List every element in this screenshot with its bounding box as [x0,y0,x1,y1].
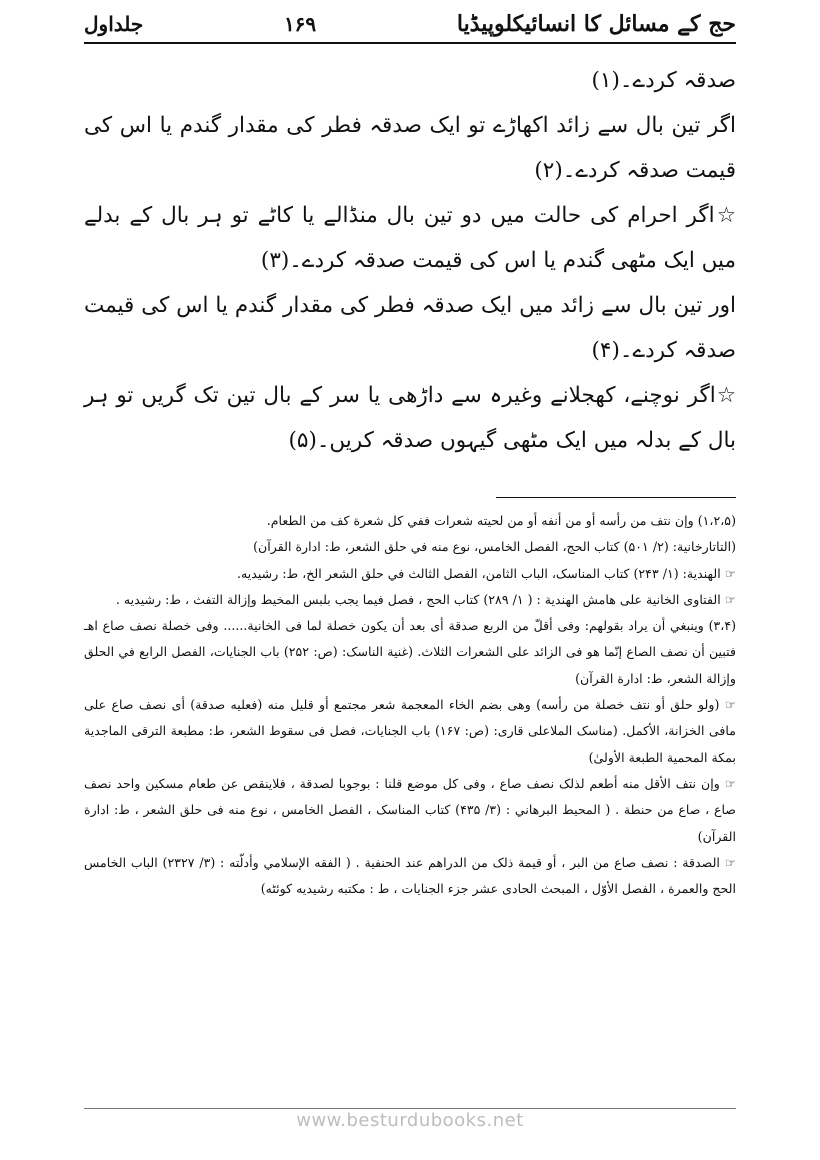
footnote: (۳،۴) وينبغي أن يراد بقولهم: وفى أقلّ من الربع صدقة أى بعد أن يكون خصلة لما فى الخانية...... وفى خصلة نصف صاع اهـ فتبين أن نصف الصاع إنّما هو فى الزائد على الشعرات الثلاث. (غنية الناسک: (ص: ۲۵۲) باب الجنايات، الفصل الرابع في الحلق وإزالة الشعر، ط: ادارة القرآن) [84,618,736,686]
main-text [84,58,736,463]
footnote: (۱،۲،۵) وإن نتف من رأسه أو من أنفه أو من لحيته شعرات ففي كل شعرة كف من الطعام. [266,513,736,528]
page-number: ۱۶۹ [283,12,317,36]
page-header [84,6,736,44]
volume-label: جلداول [84,12,144,36]
footnote-divider [496,497,736,498]
book-title: حج کے مسائل کا انسائیکلوپیڈیا [456,11,736,37]
bottom-rule [84,1108,736,1109]
main-paragraph: ☆اگر احرام کی حالت میں دو تین بال منڈالے یا کاٹے تو ہر بال کے بدلے میں ایک مٹھی گندم یا اس کی قیمت صدقہ کردے۔(۳) [84,203,736,273]
footnote: ☞ الصدقة : نصف صاع من البر ، أو قيمة ذلک من الدراهم عند الحنفية . ( الفقه الإسلامي وأدلّته : (۳/ ۲۳۲۷) الباب الخامس الحج والعمرة ، الفصل الأوّل ، المبحث الحادى عشر جزء الجنايات ، ط : مكتبه رشيديه كوئٹه) [84,854,736,897]
footnote: (التاتارخانية: (۲/ ۵۰۱) كتاب الحج، الفصل الخامس، نوع منه في حلق الشعر، ط: ادارة القرآن) [253,539,736,555]
footnote: ☞ وإن نتف الأقل منه أطعم لذلک نصف صاع ، وفى كل موضع قلنا : بوجوبا لصدقة ، فلاينقص عن طعام مسكين واحد نصف صاع ، صاع من حنطة . ( المحيط البرهاني : (۳/ ۴۳۵) كتاب المناسک ، الفصل الخامس ، نوع منه فى حلق الشعر ، ط: ادارة القرآن) [84,775,737,844]
footnotes [84,508,736,902]
main-paragraph: اور تین بال سے زائد میں ایک صدقہ فطر کی مقدار گندم یا اس کی قیمت صدقہ کردے۔(۴) [84,293,736,363]
footnote: ☞ (ولو حلق أو نتف خصلة من رأسه) وهى بضم الخاء المعجمة شعر مجتمع أو قليل منه (فعليه صدقة) أى نصف صاع على مافى الخزانة، الأكمل. (مناسک الملاعلى قارى: (ص: ۱۶۷) باب الجنايات، فصل فى سقوط الشعر، ط: مطبعة الترقى الماجدية بمكة المحمية الطبعة الأولىٰ) [84,697,736,765]
footnote: ☞ الهندية: (۱/ ۲۴۳) كتاب المناسک، الباب الثامن، الفصل الثالث في حلق الشعر الخ، ط: رشيديه. [237,565,736,581]
watermark: www.besturdubooks.net [296,1110,524,1131]
main-paragraph: اگر تین بال سے زائد اکھاڑے تو ایک صدقہ فطر کی مقدار گندم یا اس کی قیمت صدقہ کردے۔(۲) [84,113,736,183]
footnote: ☞ الفتاوى الخانية على هامش الهندية : ( ۱/ ۲۸۹) كتاب الحج ، فصل فيما يجب بلبس المخيط وإزالة التفث ، ط: رشيديه . [115,591,736,607]
main-paragraph: ☆اگر نوچنے، کھجلانے وغیرہ سے داڑھی یا سر کے بال تین تک گریں تو ہر بال کے بدلہ میں ایک مٹھی گیہوں صدقہ کریں۔(۵) [84,383,736,453]
main-paragraph: صدقہ کردے۔(۱) [591,68,736,93]
